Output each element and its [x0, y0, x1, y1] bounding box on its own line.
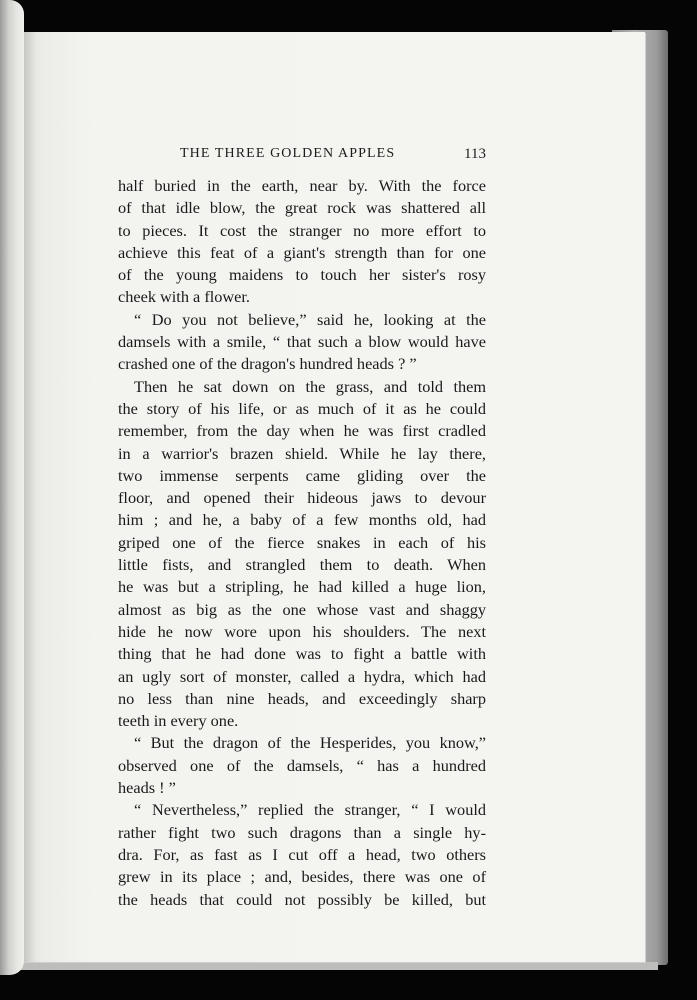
paragraph — [118, 799, 486, 910]
text-line: observed one of the damsels, “ has a hundred — [118, 755, 486, 775]
text-line: dra. For, as fast as I cut off a head, two others — [118, 844, 486, 864]
text-line: he was but a stripling, he had killed a huge lion, — [118, 577, 486, 597]
text-line: little fists, and strangled them to death. When — [118, 555, 486, 575]
body-text — [118, 175, 486, 911]
text-line: an ugly sort of monster, called a hydra, which had — [118, 666, 486, 686]
text-line: hide he now wore upon his shoulders. The next — [118, 621, 486, 641]
text-line: two immense serpents came gliding over the — [118, 465, 486, 485]
text-line: thing that he had done was to fight a battle with — [118, 644, 486, 664]
text-line: no less than nine heads, and exceedingly sharp — [118, 688, 486, 708]
text-line: “ Nevertheless,” replied the stranger, “ I would — [134, 800, 486, 820]
text-line: Then he sat down on the grass, and told them — [134, 376, 486, 396]
text-line: grew in its place ; and, besides, there was one of — [118, 867, 486, 887]
text-line: half buried in the earth, near by. With the force — [118, 176, 486, 195]
text-line: in a warrior's brazen shield. While he lay there, — [118, 443, 486, 463]
page-number: 113 — [464, 146, 486, 162]
text-line: of that idle blow, the great rock was shattered all — [118, 198, 486, 218]
text-line: to pieces. It cost the stranger no more effort to — [118, 220, 486, 240]
text-line: of the young maidens to touch her sister's rosy — [118, 265, 486, 285]
running-title: THE THREE GOLDEN APPLES — [180, 146, 396, 161]
text-line: damsels with a smile, “ that such a blow would have — [118, 332, 486, 352]
text-line: crashed one of the dragon's hundred heads ? ” — [118, 354, 417, 374]
running-head — [118, 146, 486, 168]
text-line: achieve this feat of a giant's strength than for one — [118, 242, 486, 262]
page-bottom-edge — [18, 962, 658, 970]
facing-page-edge — [0, 0, 24, 975]
paragraph — [118, 175, 486, 309]
text-line: heads ! ” — [118, 778, 176, 798]
text-line: cheek with a flower. — [118, 287, 251, 307]
text-line: rather fight two such dragons than a single hy- — [118, 822, 486, 842]
text-line: remember, from the day when he was first cradled — [118, 421, 486, 441]
text-line: him ; and he, a baby of a few months old, had — [118, 510, 486, 530]
paragraph — [118, 309, 486, 376]
paragraph — [118, 732, 486, 799]
gutter-shadow — [22, 32, 36, 962]
text-line: floor, and opened their hideous jaws to devour — [118, 488, 486, 508]
text-line: “ But the dragon of the Hesperides, you know,” — [134, 733, 486, 753]
text-line: the heads that could not possibly be killed, but — [118, 889, 486, 909]
text-line: almost as big as the one whose vast and shaggy — [118, 599, 486, 619]
text-line: teeth in every one. — [118, 711, 239, 731]
text-line: “ Do you not believe,” said he, looking at the — [134, 309, 486, 329]
text-line: griped one of the fierce snakes in each of his — [118, 532, 486, 552]
paragraph — [118, 376, 486, 733]
text-line: the story of his life, or as much of it as he could — [118, 398, 486, 418]
